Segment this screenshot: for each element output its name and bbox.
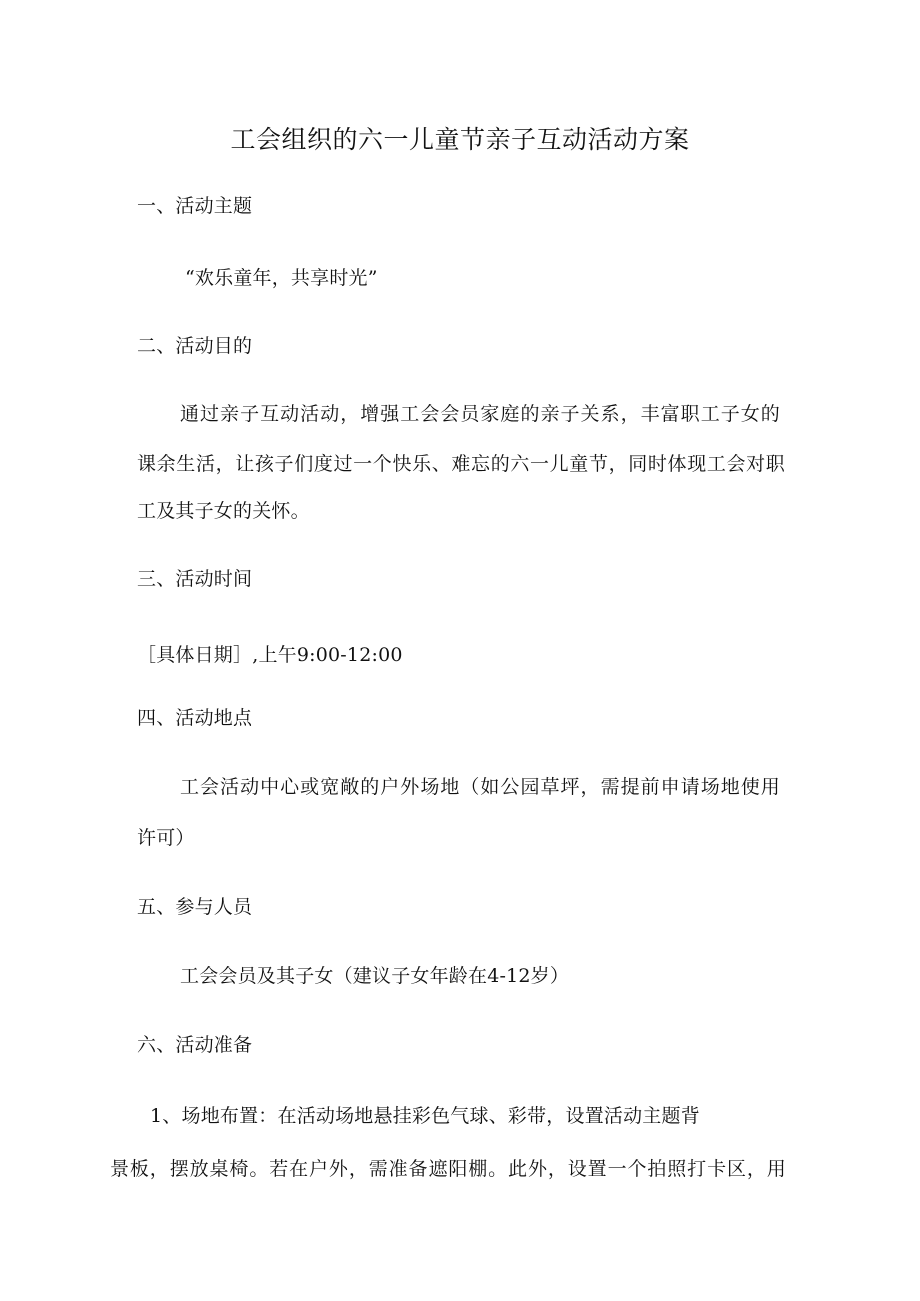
purpose-line-2: 课余生活，让孩子们度过一个快乐、难忘的六一儿童节，同时体现工会对职 xyxy=(137,453,785,475)
section-heading-purpose: 二、活动目的 xyxy=(137,335,253,357)
location-line-1: 工会活动中心或宽敞的户外场地（如公园草坪，需提前申请场地使用 xyxy=(180,776,780,798)
preparation-line-2: 景板，摆放桌椅。若在户外，需准备遮阳棚。此外，设置一个拍照打卡区，用 xyxy=(110,1158,786,1180)
time-text: ［具体日期］,上午9:00-12:00 xyxy=(137,644,403,666)
preparation-line-1: 1、场地布置：在活动场地悬挂彩色气球、彩带，设置活动主题背 xyxy=(150,1105,700,1127)
document-title: 工会组织的六一儿童节亲子互动活动方案 xyxy=(230,125,690,154)
section-heading-preparation: 六、活动准备 xyxy=(137,1034,253,1056)
section-heading-participants: 五、参与人员 xyxy=(137,896,253,918)
section-heading-theme: 一、活动主题 xyxy=(137,195,253,217)
location-line-2: 许可） xyxy=(137,827,195,849)
participants-text: 工会会员及其子女（建议子女年龄在4-12岁） xyxy=(180,965,570,987)
purpose-line-1: 通过亲子互动活动，增强工会会员家庭的亲子关系，丰富职工子女的 xyxy=(180,403,780,425)
purpose-line-3: 工及其子女的关怀。 xyxy=(137,500,310,522)
section-heading-time: 三、活动时间 xyxy=(137,568,253,590)
section-heading-location: 四、活动地点 xyxy=(137,707,253,729)
theme-text: “欢乐童年，共享时光” xyxy=(185,267,378,289)
